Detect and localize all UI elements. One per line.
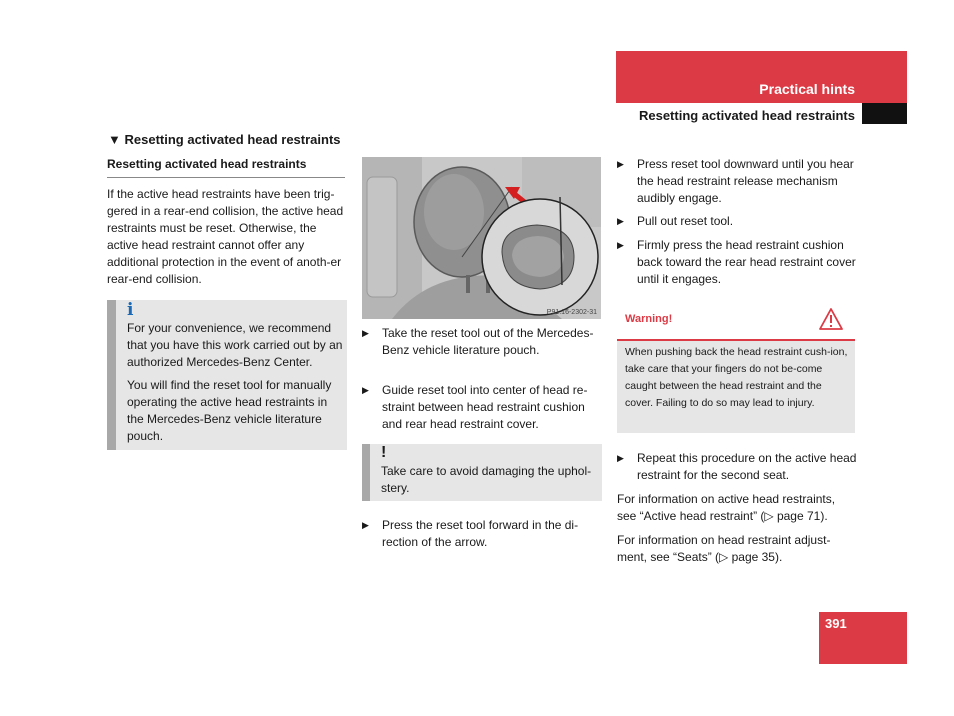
intro-paragraph: If the active head restraints have been trig-gered in a rear-end collision, the active head restraints must be reset. Otherwise, the active head restraint cannot offer any additional protection in the event of anoth-er rear-end collision. <box>107 187 344 286</box>
warning-label: Warning! <box>625 313 673 325</box>
page-number: 391 <box>825 616 847 631</box>
head-restraint-illustration <box>362 157 601 319</box>
section-band <box>616 51 907 103</box>
page-title-text: Resetting activated head restraints <box>124 132 341 147</box>
list-item: ▶ Press reset tool downward until you hear the head restraint release mechanism audibly engage. <box>617 157 854 205</box>
info-paragraph: You will find the reset tool for manually operating the active head restraints in the Mercedes-Benz vehicle literature pouch. <box>127 378 332 443</box>
caution-note <box>362 444 602 501</box>
caution-note-bar <box>362 444 370 501</box>
page-title <box>108 132 341 147</box>
reference-paragraph: For information on active head restraints, see “Active head restraint” (▷ page 71). <box>617 492 836 523</box>
section-tab-marker <box>862 103 907 124</box>
info-note <box>107 300 347 450</box>
list-item: ▶ Firmly press the head restraint cushion back toward the rear head restraint cover until it engages. <box>617 238 856 286</box>
bullet-arrow-icon: ▶ <box>617 453 624 463</box>
list-item: ▶ Pull out reset tool. <box>617 214 734 228</box>
list-item: ▶ Press the reset tool forward in the di-rection of the arrow. <box>362 518 579 549</box>
list-item: ▶ Take the reset tool out of the Mercedes-Benz vehicle literature pouch. <box>362 326 594 357</box>
warning-box <box>617 300 855 433</box>
info-note-text <box>127 320 345 451</box>
section-title: Practical hints <box>759 81 855 97</box>
list-item: ▶ Guide reset tool into center of head re-straint between head restraint cushion and rear head restraint cover. <box>362 383 588 431</box>
reference-paragraph: For information on head restraint adjust-ment, see “Seats” (▷ page 35). <box>617 533 831 564</box>
warning-text: When pushing back the head restraint cush-ion, take care that your fingers do not be-come caught between the head restraint and the cover. Failing to do so may lead to injury. <box>625 346 848 409</box>
subheading: Resetting activated head restraints <box>107 157 345 178</box>
heading-marker-icon: ▼ <box>108 132 121 147</box>
info-note-bar <box>107 300 116 450</box>
head-restraint-photo <box>362 157 601 319</box>
page-number-band <box>819 612 907 664</box>
photo-code: P91.16-2302-31 <box>546 309 597 316</box>
info-paragraph: For your convenience, we recommend that you have this work carried out by an authorized Mercedes-Benz Center. <box>127 321 343 369</box>
caution-note-text: Take care to avoid damaging the uphol-stery. <box>381 464 592 495</box>
bullet-arrow-icon: ▶ <box>617 216 624 226</box>
list-item: ▶ Repeat this procedure on the active head restraint for the second seat. <box>617 451 857 482</box>
warning-triangle-icon <box>819 308 843 330</box>
exclamation-icon: ! <box>381 444 387 461</box>
bullet-arrow-icon: ▶ <box>362 520 369 530</box>
bullet-arrow-icon: ▶ <box>617 240 624 250</box>
bullet-arrow-icon: ▶ <box>617 159 624 169</box>
bullet-arrow-icon: ▶ <box>362 385 369 395</box>
bullet-arrow-icon: ▶ <box>362 328 369 338</box>
running-head: Resetting activated head restraints <box>638 108 855 123</box>
warning-header <box>617 300 855 341</box>
info-icon: i <box>127 300 134 320</box>
